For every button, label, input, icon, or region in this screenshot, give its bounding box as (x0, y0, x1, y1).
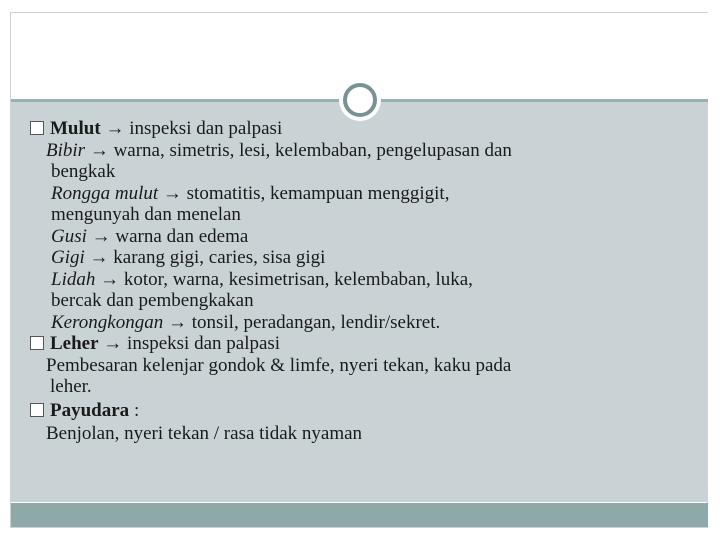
heading-payudara: Payudara (50, 399, 130, 421)
item-text: → warna dan edema (86, 225, 249, 247)
bullet-square-icon (30, 121, 44, 135)
heading-mulut: Mulut (50, 118, 101, 139)
item-bibir (30, 140, 700, 162)
bullet-square-icon (30, 403, 44, 417)
item-term: Kerongkongan (51, 311, 164, 333)
item-text: → tonsil, peradangan, lendir/sekret. (163, 311, 441, 333)
heading-leher: Leher (50, 333, 99, 354)
item-text: → warna, simetris, lesi, kelembaban, pengelupasan dan (85, 139, 512, 161)
item-term: Lidah (51, 268, 96, 290)
payudara-text: Benjolan, nyeri tekan / rasa tidak nyaman (46, 423, 363, 444)
item-lidah (30, 269, 700, 291)
heading-leher-rest: → inspeksi dan palpasi (98, 333, 281, 354)
item-text: → kotor, warna, kesimetrisan, kelembaban, luka, (95, 268, 473, 290)
item-lidah-cont: bercak dan pembengkakan (51, 290, 254, 311)
item-term: Gigi (51, 247, 85, 268)
heading-mulut-rest: → inspeksi dan palpasi (100, 118, 283, 139)
item-bibir-cont: bengkak (51, 161, 116, 182)
bullet-leher (30, 333, 700, 355)
heading-payudara-rest: : (129, 399, 140, 421)
item-term: Bibir (46, 139, 86, 161)
ring-ornament-icon (339, 79, 381, 121)
slide-body (30, 118, 700, 445)
item-rongga-mulut (30, 183, 700, 205)
footer-bar (11, 503, 708, 527)
item-term: Rongga mulut (51, 182, 159, 204)
item-kerongkongan (30, 312, 700, 334)
leher-text-cont: leher. (50, 376, 92, 397)
item-gusi (30, 226, 700, 248)
bullet-mulut (30, 118, 700, 140)
item-text: → stomatitis, kemampuan menggigit, (158, 182, 450, 204)
leher-text: Pembesaran kelenjar gondok & limfe, nyeri tekan, kaku pada (46, 354, 512, 376)
bullet-square-icon (30, 336, 44, 350)
item-gigi (30, 247, 700, 269)
item-text: → karang gigi, caries, sisa gigi (84, 247, 326, 268)
item-rongga-mulut-cont: mengunyah dan menelan (51, 204, 241, 225)
bullet-payudara (30, 400, 700, 422)
item-term: Gusi (51, 225, 87, 247)
